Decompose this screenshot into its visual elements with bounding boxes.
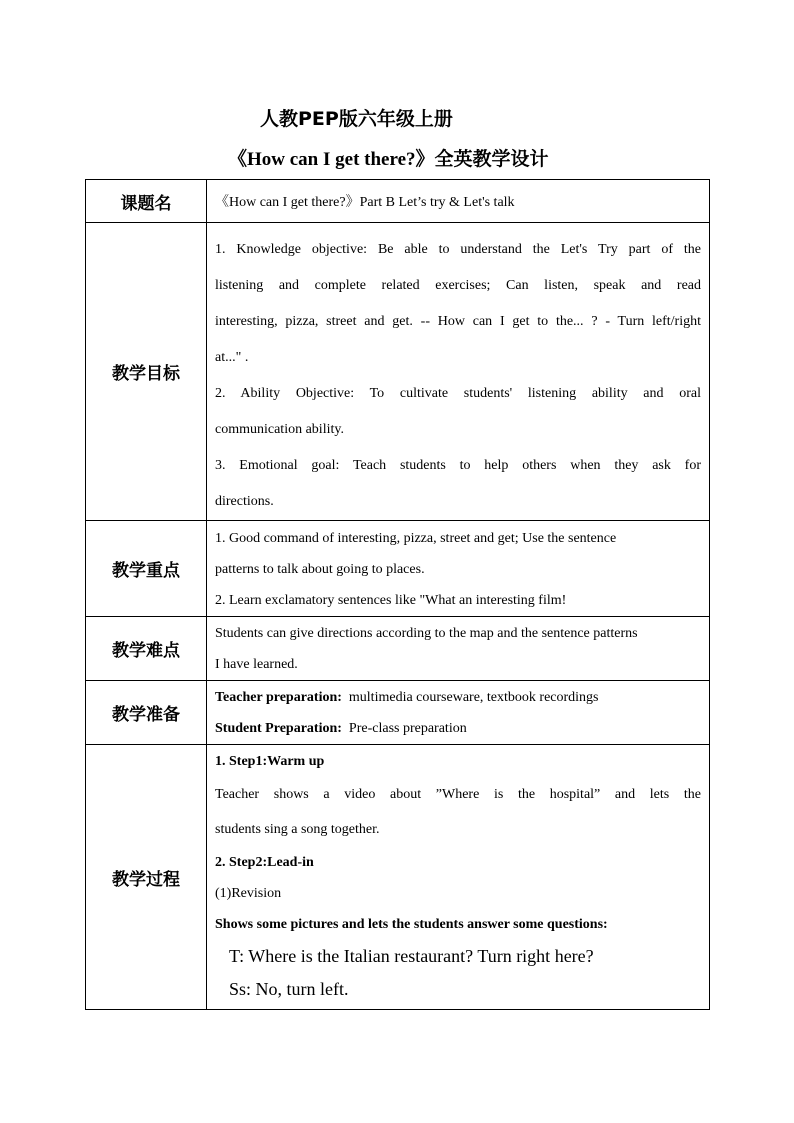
process-row [86, 745, 710, 1010]
difficulty-line: I have learned. [215, 657, 298, 672]
objective-line: at..." . [215, 350, 249, 365]
document-subtitle: 《How can I get there?》全英教学设计 [228, 149, 549, 170]
topic-row [86, 180, 710, 223]
objective-line: 2. Ability Objective: To cultivate students' listening ability and oral [215, 386, 701, 401]
key-point-line: 1. Good command of interesting, pizza, street and get; Use the sentence [215, 531, 617, 546]
step2-heading: 2. Step2:Lead-in [215, 855, 314, 870]
key-point-line: 2. Learn exclamatory sentences like "What an interesting film! [215, 593, 567, 608]
preparation-row [86, 681, 710, 745]
revision-label: (1)Revision [215, 886, 282, 901]
topic-value: 《How can I get there?》Part B Let’s try & Let's talk [215, 195, 515, 210]
step1-heading: 1. Step1:Warm up [215, 754, 325, 769]
teacher-preparation [215, 682, 701, 713]
difficulties-row [86, 617, 710, 681]
objectives-row [86, 223, 710, 521]
key-point-line: patterns to talk about going to places. [215, 562, 425, 577]
student-preparation-label: Student Preparation: [215, 721, 342, 736]
objectives-label: 教学目标 [86, 223, 207, 521]
dialogue-line: T: Where is the Italian restaurant? Turn right here? [229, 946, 594, 966]
topic-label: 课题名 [86, 180, 207, 223]
objective-line: directions. [215, 494, 274, 509]
teacher-preparation-label: Teacher preparation: [215, 690, 342, 705]
objective-line: 1. Knowledge objective: Be able to understand the Let's Try part of the [215, 242, 701, 257]
difficulties-label: 教学难点 [86, 617, 207, 681]
document-title: 人教PEP版六年级上册 [260, 108, 453, 130]
dialogue-line: Ss: No, turn left. [229, 979, 349, 999]
student-preparation-value: Pre-class preparation [348, 721, 467, 736]
objective-line: 3. Emotional goal: Teach students to help others when they ask for [215, 458, 701, 473]
preparation-label: 教学准备 [86, 681, 207, 745]
objective-line: communication ability. [215, 422, 344, 437]
objective-line: listening and complete related exercises; Can listen, speak and read [215, 278, 701, 293]
teacher-preparation-value: multimedia courseware, textbook recordings [348, 690, 599, 705]
objective-line: interesting, pizza, street and get. -- How can I get to the... ? - Turn left/right [215, 314, 701, 329]
process-label: 教学过程 [86, 745, 207, 1010]
difficulty-line: Students can give directions according to the map and the sentence patterns [215, 626, 638, 641]
student-preparation [215, 713, 701, 744]
key-points-label: 教学重点 [86, 521, 207, 617]
step1-line: students sing a song together. [215, 822, 380, 837]
step1-line: Teacher shows a video about ”Where is the hospital” and lets the [215, 787, 701, 802]
key-points-row [86, 521, 710, 617]
lesson-plan-table [85, 179, 710, 1010]
instruction-text: Shows some pictures and lets the students answer some questions: [215, 917, 608, 932]
